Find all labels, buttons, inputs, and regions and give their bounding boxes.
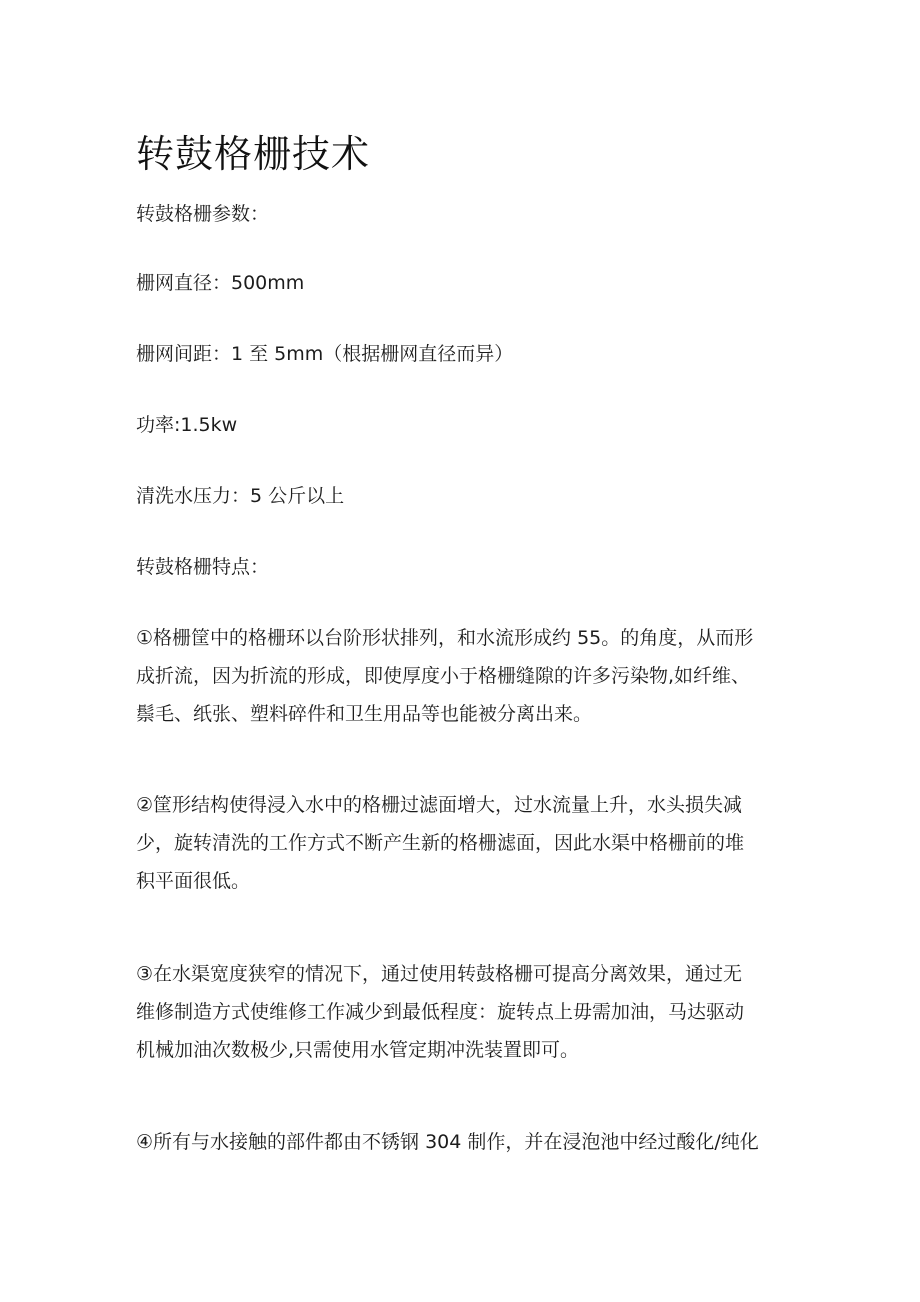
feature-3-line-1: ③在水渠宽度狭窄的情况下，通过使用转鼓格栅可提高分离效果，通过无 bbox=[136, 963, 743, 985]
param-pressure: 清洗水压力：5 公斤以上 bbox=[136, 485, 345, 507]
param-spacing: 栅网间距：1 至 5mm（根据栅网直径而异） bbox=[136, 343, 514, 365]
param-power: 功率:1.5kw bbox=[136, 414, 238, 436]
params-heading: 转鼓格栅参数： bbox=[136, 203, 270, 225]
document-title: 转鼓格栅技术 bbox=[136, 132, 371, 176]
feature-1-line-3: 鬃毛、纸张、塑料碎件和卫生用品等也能被分离出来。 bbox=[136, 703, 593, 725]
feature-3-line-3: 机械加油次数极少,只需使用水管定期冲洗装置即可。 bbox=[136, 1039, 580, 1061]
feature-paragraph-2 bbox=[136, 786, 786, 900]
feature-2-line-3: 积平面很低。 bbox=[136, 870, 251, 892]
feature-paragraph-1 bbox=[136, 619, 786, 733]
feature-2-line-2: 少，旋转清洗的工作方式不断产生新的格栅滤面，因此水渠中格栅前的堆 bbox=[136, 832, 745, 854]
param-diameter: 栅网直径：500mm bbox=[136, 272, 305, 294]
feature-1-line-1: ①格栅筐中的格栅环以台阶形状排列，和水流形成约 55。的角度，从而形 bbox=[136, 627, 754, 649]
feature-1-line-2: 成折流，因为折流的形成，即使厚度小于格栅缝隙的许多污染物,如纤维、 bbox=[136, 665, 751, 687]
features-heading: 转鼓格栅特点： bbox=[136, 556, 270, 578]
feature-4-line-1: ④所有与水接触的部件都由不锈钢 304 制作，并在浸泡池中经过酸化/纯化 bbox=[136, 1131, 759, 1153]
feature-3-line-2: 维修制造方式使维修工作减少到最低程度：旋转点上毋需加油，马达驱动 bbox=[136, 1001, 745, 1023]
feature-paragraph-3 bbox=[136, 955, 786, 1069]
feature-paragraph-4 bbox=[136, 1123, 786, 1161]
feature-2-line-1: ②筐形结构使得浸入水中的格栅过滤面增大，过水流量上升，水头损失减 bbox=[136, 794, 743, 816]
